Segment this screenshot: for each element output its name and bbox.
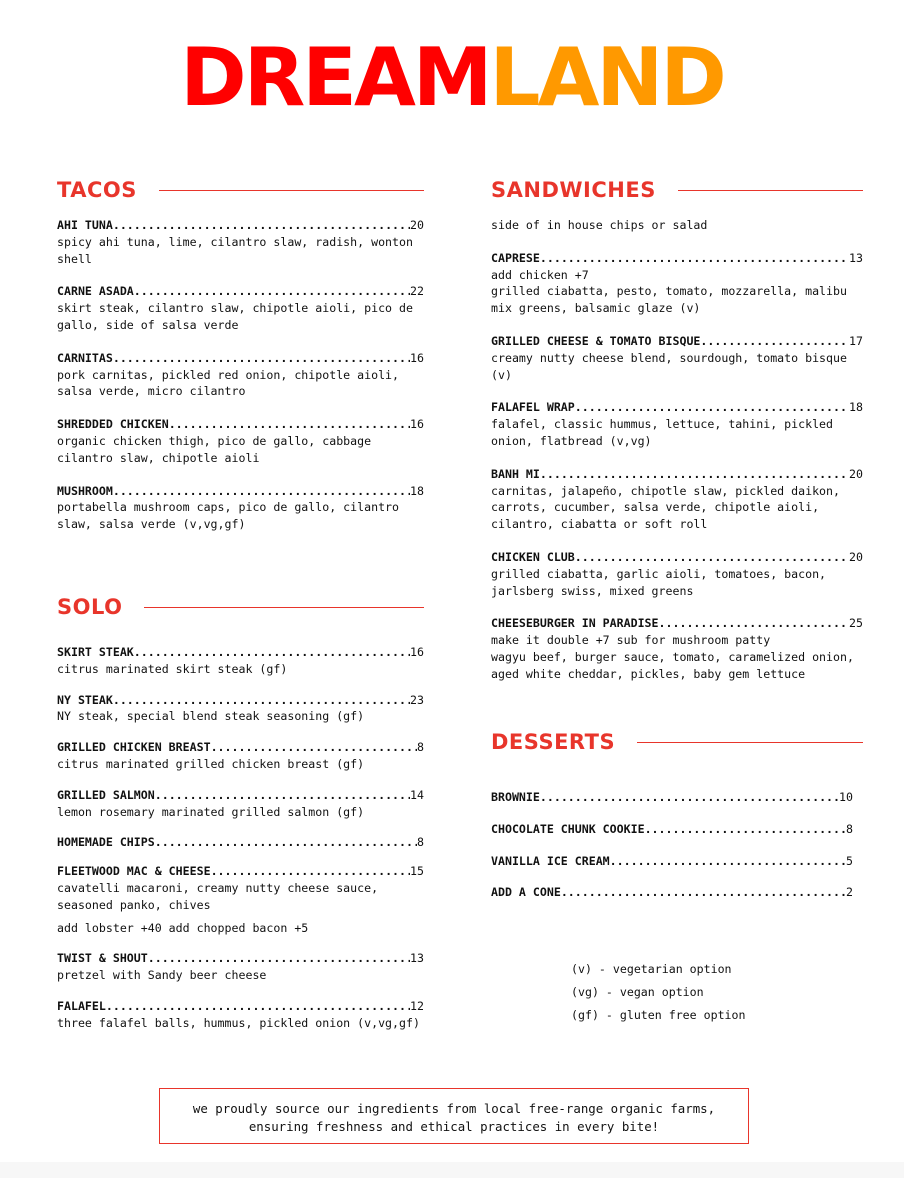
item-description: portabella mushroom caps, pico de gallo, cilantro slaw, salsa verde (v,vg,gf) [57, 500, 400, 532]
item-description: carnitas, jalapeño, chipotle slaw, pickled daikon, carrots, cucumber, salsa verde, chipotle aioli, cilantro, ciabatta or soft roll [491, 483, 841, 532]
footer-line-2: ensuring freshness and ethical practices in every bite! [248, 1119, 660, 1134]
menu-item [57, 350, 424, 400]
item-name: CAPRESE [491, 250, 540, 265]
item-name: ADD A CONE [491, 885, 561, 900]
item-price: 23 [410, 692, 424, 707]
menu-item [491, 333, 863, 383]
menu-item [57, 739, 424, 773]
logo-part-land: LAND [489, 31, 724, 124]
item-price: 13 [849, 250, 863, 265]
item-price: 18 [849, 400, 863, 415]
solo-header [57, 592, 424, 622]
section-title: TACOS [57, 178, 137, 202]
item-description: cavatelli macaroni, creamy nutty cheese sauce, seasoned panko, chives [57, 880, 379, 912]
menu-item [491, 853, 853, 870]
item-description: lemon rosemary marinated grilled salmon (gf) [57, 804, 365, 819]
item-price: 16 [410, 417, 424, 432]
legend-vegan: (vg) - vegan option [571, 985, 704, 999]
item-description: wagyu beef, burger sauce, tomato, caramelized onion, aged white cheddar, pickles, baby gem lettuce [491, 649, 854, 681]
item-description: three falafel balls, hummus, pickled onion (v,vg,gf) [57, 1015, 420, 1030]
item-name: TWIST & SHOUT [57, 951, 148, 966]
item-description: organic chicken thigh, pico de gallo, cabbage cilantro slaw, chipotle aioli [57, 433, 372, 465]
sandwiches-header [491, 175, 863, 205]
menu-item [491, 884, 853, 901]
menu-item [57, 483, 424, 533]
menu-item [491, 615, 863, 682]
item-description: creamy nutty cheese blend, sourdough, tomato bisque (v) [491, 350, 847, 382]
menu-item [57, 950, 424, 984]
item-price: 2 [846, 885, 853, 900]
item-name: CARNE ASADA [57, 284, 134, 299]
item-price: 20 [849, 549, 863, 564]
section-divider [678, 190, 863, 191]
menu-item [491, 250, 863, 317]
item-price: 16 [410, 350, 424, 365]
item-price: 10 [839, 790, 853, 804]
restaurant-logo [0, 30, 904, 126]
item-description: citrus marinated skirt steak (gf) [57, 661, 288, 676]
item-price: 8 [417, 835, 424, 850]
menu-item [57, 644, 424, 678]
item-name: GRILLED SALMON [57, 787, 155, 802]
page-bottom-edge [0, 1162, 904, 1178]
item-description: skirt steak, cilantro slaw, chipotle aioli, pico de gallo, side of salsa verde [57, 301, 413, 332]
solo-section [57, 592, 424, 1032]
item-name: CHEESEBURGER IN PARADISE [491, 616, 659, 631]
menu-item [57, 998, 424, 1032]
menu-item [57, 692, 424, 726]
item-name: BANH MI [491, 466, 540, 481]
menu-item [57, 217, 424, 267]
item-name: HOMEMADE CHIPS [57, 835, 155, 850]
item-name: MUSHROOM [57, 483, 113, 498]
footer-line-1: we proudly source our ingredients from local free-range organic farms, [192, 1101, 716, 1116]
item-price: 20 [849, 466, 863, 481]
item-price: 14 [410, 787, 424, 802]
tacos-header [57, 175, 424, 205]
item-name: CARNITAS [57, 350, 113, 365]
section-subtitle: side of in house chips or salad [491, 218, 708, 232]
item-name: CHICKEN CLUB [491, 549, 575, 564]
item-description: falafel, classic hummus, lettuce, tahini, pickled onion, flatbread (v,vg) [491, 417, 834, 448]
item-name: CHOCOLATE CHUNK COOKIE [491, 821, 645, 836]
item-name: GRILLED CHICKEN BREAST [57, 740, 211, 755]
item-note: add chicken +7 [491, 267, 589, 282]
item-description: pretzel with Sandy beer cheese [57, 968, 267, 983]
menu-item [57, 283, 424, 333]
item-description: grilled ciabatta, garlic aioli, tomatoes, bacon, jarlsberg swiss, mixed greens [491, 566, 827, 598]
item-note: make it double +7 sub for mushroom patty [491, 633, 771, 648]
dietary-legend [571, 958, 746, 1027]
item-name: VANILLA ICE CREAM [491, 853, 610, 868]
item-name: BROWNIE [491, 790, 540, 804]
item-price: 13 [410, 951, 424, 966]
section-title: DESSERTS [491, 730, 616, 754]
item-price: 17 [849, 333, 863, 348]
item-price: 20 [410, 218, 424, 232]
section-title: SOLO [57, 595, 123, 619]
menu-item [57, 863, 424, 936]
section-title: SANDWICHES [491, 178, 656, 202]
item-name: SKIRT STEAK [57, 645, 134, 659]
sourcing-statement [159, 1088, 749, 1144]
item-description: citrus marinated grilled chicken breast (gf) [57, 756, 365, 771]
logo-part-dream: DREAM [180, 31, 490, 124]
item-addons: add lobster +40 add chopped bacon +5 [57, 920, 309, 935]
menu-item [57, 834, 424, 851]
item-name: FALAFEL [57, 998, 106, 1013]
menu-item [57, 787, 424, 821]
item-price: 12 [410, 998, 424, 1013]
item-description: spicy ahi tuna, lime, cilantro slaw, radish, wonton shell [57, 234, 413, 266]
item-price: 18 [410, 483, 424, 498]
sandwiches-section [491, 175, 863, 683]
item-name: FLEETWOOD MAC & CHEESE [57, 864, 211, 879]
item-price: 8 [846, 821, 853, 836]
legend-gluten-free: (gf) - gluten free option [571, 1008, 746, 1022]
legend-vegetarian: (v) - vegetarian option [571, 962, 732, 976]
item-name: SHREDDED CHICKEN [57, 417, 169, 432]
menu-item [491, 789, 853, 806]
item-description: pork carnitas, pickled red onion, chipotle aioli, salsa verde, micro cilantro [57, 367, 400, 399]
menu-item [491, 821, 853, 838]
section-divider [637, 742, 863, 743]
item-name: AHI TUNA [57, 218, 113, 232]
desserts-section [491, 727, 853, 901]
item-price: 22 [410, 284, 424, 299]
menu-item [491, 549, 863, 599]
item-description: grilled ciabatta, pesto, tomato, mozzarella, malibu mix greens, balsamic glaze (v) [491, 284, 847, 316]
item-description: NY steak, special blend steak seasoning (gf) [57, 709, 365, 724]
menu-item [491, 399, 863, 449]
item-price: 15 [410, 864, 424, 879]
section-divider [144, 607, 424, 608]
item-price: 25 [849, 616, 863, 631]
item-name: NY STEAK [57, 692, 113, 707]
item-price: 5 [846, 853, 853, 868]
menu-item [57, 416, 424, 466]
section-divider [159, 190, 424, 191]
item-name: GRILLED CHEESE & TOMATO BISQUE [491, 333, 701, 348]
item-price: 16 [410, 645, 424, 659]
item-price: 8 [417, 740, 424, 755]
menu-item [491, 466, 863, 533]
item-name: FALAFEL WRAP [491, 400, 575, 415]
tacos-section [57, 175, 424, 533]
desserts-header [491, 727, 853, 757]
